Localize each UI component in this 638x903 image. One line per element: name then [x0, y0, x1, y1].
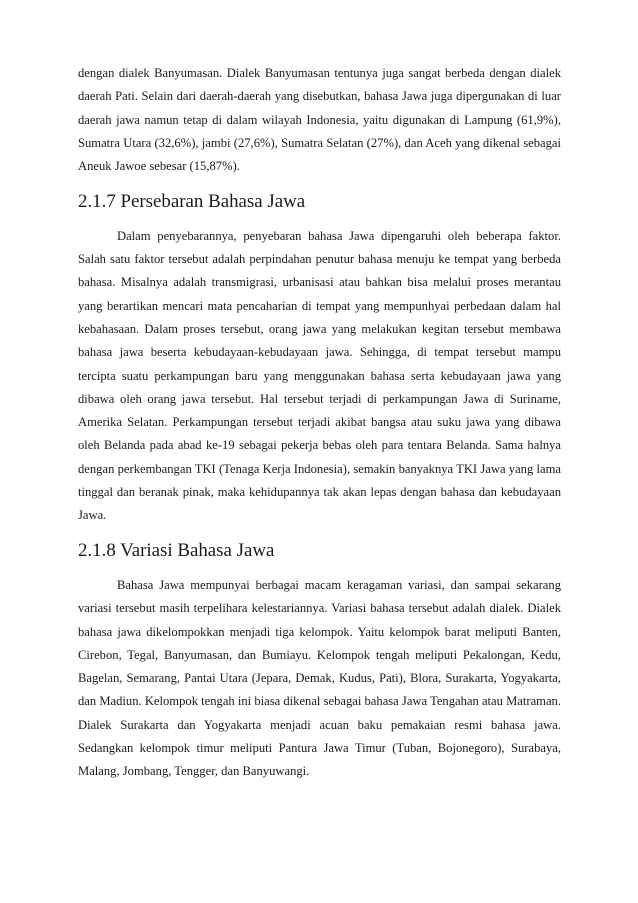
section-heading-2-1-8: 2.1.8 Variasi Bahasa Jawa	[78, 540, 275, 562]
paragraph-spacer	[78, 528, 561, 540]
section-2-1-8-paragraph: Bahasa Jawa mempunyai berbagai macam keragaman variasi, dan sampai sekarang variasi tersebut masih terpelihara kelestariannya. Variasi bahasa tersebut adalah dialek. Dialek bahasa jawa dikelompokkan menjadi tiga kelompok. Yaitu kelompok barat meliputi Banten, Cirebon, Tegal, Banyumasan, dan Bumiayu. Kelompok tengah meliputi Pekalongan, Kedu, Bagelan, Semarang, Pantai Utara (Jepara, Demak, Kudus, Pati), Blora, Surakarta, Yogyakarta, dan Madiun. Kelompok tengah ini biasa dikenal sebagai bahasa Jawa Tengahan atau Matraman. Dialek Surakarta dan Yogyakarta menjadi acuan baku pemakaian resmi bahasa jawa. Sedangkan kelompok timur meliputi Pantura Jawa Timur (Tuban, Bojonegoro), Surabaya, Malang, Jombang, Tengger, dan Banyuwangi.	[78, 577, 561, 779]
section-heading-2-1-7: 2.1.7 Persebaran Bahasa Jawa	[78, 190, 306, 212]
continuation-paragraph: dengan dialek Banyumasan. Dialek Banyumasan tentunya juga sangat berbeda dengan dialek daerah Pati. Selain dari daerah-daerah yang disebutkan, bahasa Jawa juga dipergunakan di luar daerah jawa namun tetap di dalam wilayah Indonesia, yaitu digunakan di Lampung (61,9%), Sumatra Utara (32,6%), jambi (27,6%), Sumatra Selatan (27%), dan Aceh yang dikenal sebagai Aneuk Jawoe sebesar (15,87%).	[78, 66, 561, 174]
paragraph-spacer	[78, 178, 561, 190]
section-2-1-7-paragraph: Dalam penyebarannya, penyebaran bahasa Jawa dipengaruhi oleh beberapa faktor. Salah satu faktor tersebut adalah perpindahan penutur bahasa menuju ke tempat yang berbeda bahasa. Misalnya adalah transmigrasi, urbanisasi atau bahkan bisa melalui proses merantau yang berartikan mencari mata pencaharian di tempat yang mempunhyai perbedaan dalam hal kebahasaan. Dalam proses tersebut, orang jawa yang melakukan kegitan tersebut membawa bahasa jawa beserta kebudayaan-kebudayaan jawa. Sehingga, di tempat tersebut mampu tercipta suatu perkampungan baru yang menggunakan bahasa serta kebudayaan jawa yang dibawa oleh orang jawa tersebut. Hal tersebut terjadi di perkampungan Jawa di Suriname, Amerika Selatan. Perkampungan tersebut terjadi akibat bangsa atau suku jawa yang dibawa oleh Belanda pada abad ke-19 sebagai pekerja bebas oleh para tentara Belanda. Sama halnya dengan perkembangan TKI (Tenaga Kerja Indonesia), semakin banyaknya TKI Jawa yang lama tinggal dan beranak pinak, maka kehidupannya tak akan lepas dengan bahasa dan kebudayaan Jawa.	[78, 228, 561, 523]
heading-spacer	[78, 213, 561, 225]
document-page	[78, 62, 561, 784]
heading-spacer	[78, 562, 561, 574]
